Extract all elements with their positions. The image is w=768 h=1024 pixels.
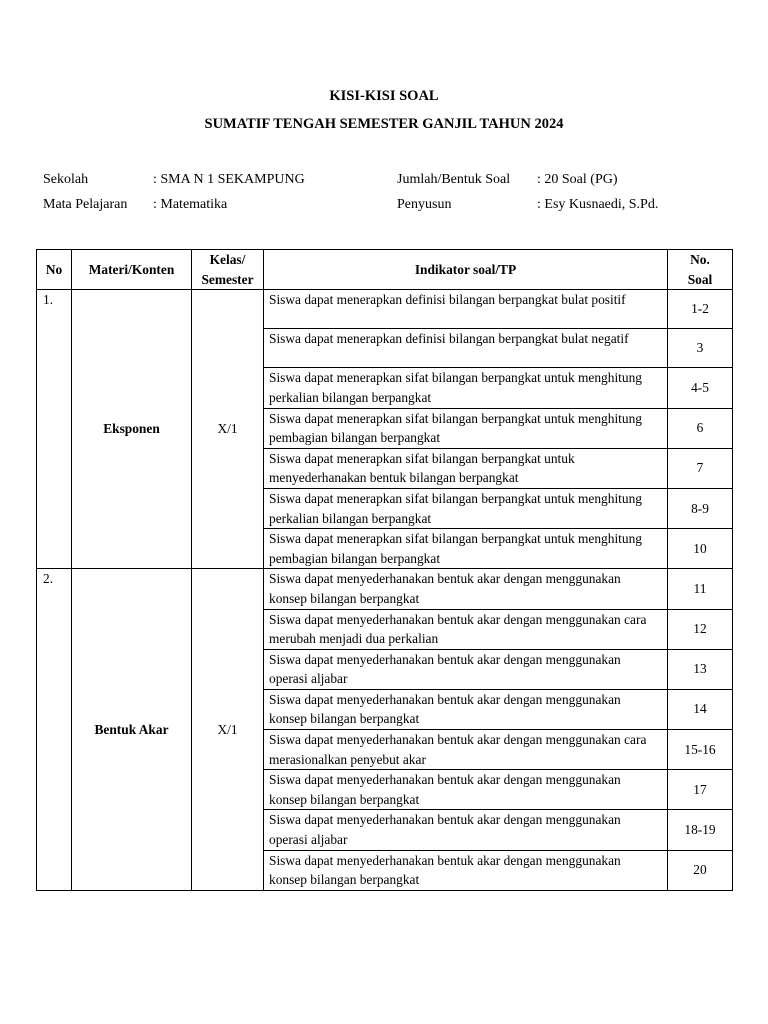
cell-no-soal: 7: [668, 448, 733, 488]
jumlah-label: Jumlah/Bentuk Soal: [397, 172, 511, 187]
cell-indikator: Siswa dapat menyederhanakan bentuk akar dengan menggunakan cara merubah menjadi dua perkalian: [264, 609, 668, 649]
kisi-kisi-table: [36, 249, 733, 891]
cell-no-soal: 17: [668, 770, 733, 810]
penyusun-label: Penyusun: [397, 197, 452, 212]
header-no: No: [37, 250, 72, 290]
cell-materi: Bentuk Akar: [72, 569, 192, 891]
cell-indikator: Siswa dapat menyederhanakan bentuk akar dengan menggunakan cara merasionalkan penyebut akar: [264, 730, 668, 770]
cell-indikator: Siswa dapat menerapkan sifat bilangan berpangkat untuk menghitung pembagian bilangan berpangkat: [264, 529, 668, 569]
header-kelas: [192, 250, 264, 290]
cell-indikator: Siswa dapat menerapkan definisi bilangan berpangkat bulat negatif: [264, 329, 668, 368]
cell-indikator: Siswa dapat menerapkan definisi bilangan berpangkat bulat positif: [264, 290, 668, 329]
cell-no-soal: 11: [668, 569, 733, 609]
cell-no-soal: 4-5: [668, 368, 733, 408]
cell-no-soal: 1-2: [668, 290, 733, 329]
cell-kelas: X/1: [192, 569, 264, 891]
cell-indikator: Siswa dapat menyederhanakan bentuk akar dengan menggunakan konsep bilangan berpangkat: [264, 569, 668, 609]
mapel-label: Mata Pelajaran: [43, 197, 128, 212]
cell-no-soal: 18-19: [668, 810, 733, 850]
cell-indikator: Siswa dapat menerapkan sifat bilangan berpangkat untuk menyederhanakan bentuk bilangan berpangkat: [264, 448, 668, 488]
cell-no-soal: 20: [668, 850, 733, 890]
table-row: [37, 569, 733, 609]
cell-no-soal: 6: [668, 408, 733, 448]
header-kelas-line2: Semester: [201, 271, 254, 287]
mapel-value: : Matematika: [153, 197, 228, 212]
cell-kelas: X/1: [192, 290, 264, 569]
table-row: [37, 290, 733, 329]
header-materi: Materi/Konten: [72, 250, 192, 290]
cell-indikator: Siswa dapat menerapkan sifat bilangan berpangkat untuk menghitung perkalian bilangan berpangkat: [264, 368, 668, 408]
cell-indikator: Siswa dapat menerapkan sifat bilangan berpangkat untuk menghitung perkalian bilangan berpangkat: [264, 488, 668, 528]
header-soal-line1: No.: [690, 252, 710, 267]
cell-indikator: Siswa dapat menyederhanakan bentuk akar dengan menggunakan operasi aljabar: [264, 649, 668, 689]
sekolah-value: : SMA N 1 SEKAMPUNG: [153, 172, 305, 187]
penyusun-value: : Esy Kusnaedi, S.Pd.: [537, 197, 659, 212]
header-soal: [668, 250, 733, 290]
cell-no-soal: 14: [668, 689, 733, 729]
jumlah-value: : 20 Soal (PG): [537, 172, 618, 187]
cell-no: 1.: [37, 290, 72, 569]
cell-no: 2.: [37, 569, 72, 891]
header-indikator: Indikator soal/TP: [264, 250, 668, 290]
cell-no-soal: 15-16: [668, 730, 733, 770]
cell-indikator: Siswa dapat menyederhanakan bentuk akar dengan menggunakan konsep bilangan berpangkat: [264, 770, 668, 810]
cell-no-soal: 10: [668, 529, 733, 569]
cell-no-soal: 3: [668, 329, 733, 368]
document-subtitle: SUMATIF TENGAH SEMESTER GANJIL TAHUN 2024: [204, 116, 564, 132]
document-title: KISI-KISI SOAL: [329, 88, 439, 104]
sekolah-label: Sekolah: [43, 172, 89, 187]
header-soal-line2: Soal: [687, 271, 713, 287]
cell-indikator: Siswa dapat menerapkan sifat bilangan berpangkat untuk menghitung pembagian bilangan berpangkat: [264, 408, 668, 448]
cell-no-soal: 8-9: [668, 488, 733, 528]
cell-indikator: Siswa dapat menyederhanakan bentuk akar dengan menggunakan operasi aljabar: [264, 810, 668, 850]
cell-no-soal: 13: [668, 649, 733, 689]
cell-indikator: Siswa dapat menyederhanakan bentuk akar dengan menggunakan konsep bilangan berpangkat: [264, 850, 668, 890]
cell-no-soal: 12: [668, 609, 733, 649]
table-header-row: [37, 250, 733, 290]
cell-materi: Eksponen: [72, 290, 192, 569]
header-kelas-line1: Kelas/: [209, 252, 246, 267]
cell-indikator: Siswa dapat menyederhanakan bentuk akar dengan menggunakan konsep bilangan berpangkat: [264, 689, 668, 729]
